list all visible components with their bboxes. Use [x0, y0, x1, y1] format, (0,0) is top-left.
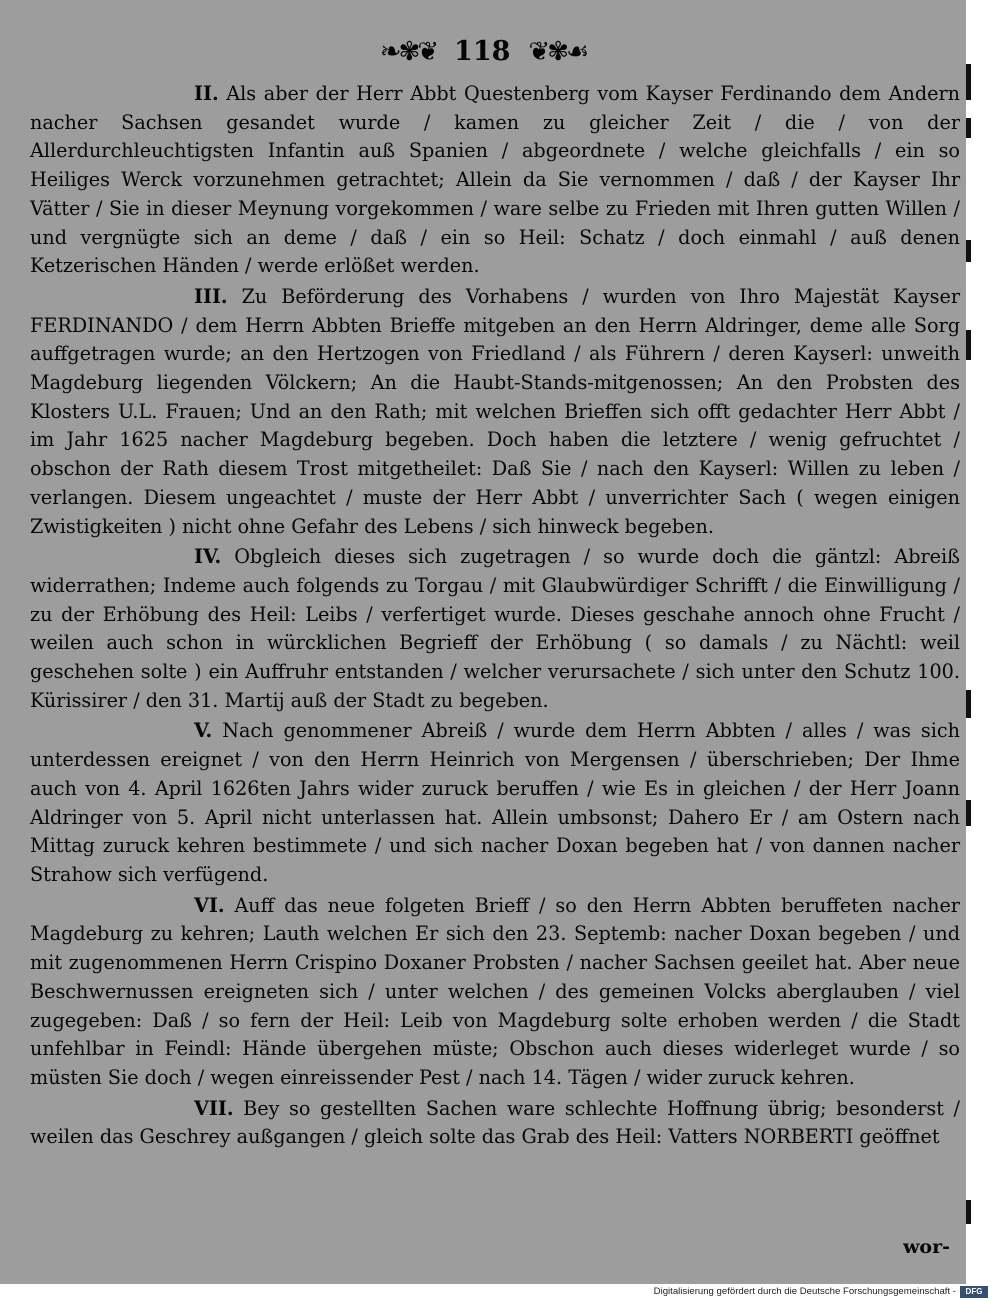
paragraph-numeral: IV. — [194, 545, 222, 569]
paragraph-text: Nach genommener Abreiß / wurde dem Herrn Abbten / alles / was sich unterdessen ereignet / von den Herrn Heinrich von Mergensen / überschrieben; Der Ihme auch von 4. April 1626ten Jahrs wider zuruck beruffen / wie Es in gleichen / der Herr Joann Aldringer von 5. April nicht unterlassen hat. Allein umbsonst; Dahero Er / am Ostern nach Mittag zuruck kehren bestimmete / und sich nacher Doxan begeben hat / von dannen nacher Strahow sich verfügend. — [30, 719, 960, 886]
paragraph-text: Obgleich dieses sich zugetragen / so wurde doch die gäntzl: Abreiß widerrathen; Indeme auch folgends zu Torgau / mit Glaubwürdiger Schrifft / die Einwilligung / zu der Erhöbung des Heil: Leibs / verfertiget wurde. Dieses geschahe annoch ohne Frucht / weilen auch schon in würcklichen Begrieff der Erhöbung ( so damals / zu Nächtl: weil geschehen solte ) ein Auffruhr entstanden / welcher verursachete / sich unter den Schutz 100. Kürissirer / den 31. Martij auß der Stadt zu begeben. — [30, 545, 960, 712]
paragraph-text: Zu Beförderung des Vorhabens / wurden von Ihro Majestät Kayser FERDINANDO / dem Herrn Abbten Brieffe mitgeben an den Herrn Aldringer, deme alle Sorg auffgetragen wurde; an den Hertzogen von Friedland / als Führern / deren Kayserl: unweith Magdeburg liegenden Völckern; An die Haubt-Stands-mitgenossen; An den Probsten des Klosters U.L. Frauen; Und an den Rath; mit welchen Brieffen sich offt gedachter Herr Abbt / im Jahr 1625 nacher Magdeburg begeben. Doch haben die letztere / wenig gefruchtet / obschon der Rath diesem Trost mitgetheilet: Daß Sie / nach den Kayserl: Willen zu leben / verlangen. Diesem ungeachtet / muste der Herr Abbt / unverrichter Sach ( wegen einigen Zwistigkeiten ) nicht ohne Gefahr des Lebens / sich hinweck begeben. — [30, 284, 960, 538]
body-text — [30, 80, 960, 1154]
paragraph-numeral: III. — [194, 284, 228, 308]
paragraph-v — [30, 717, 960, 889]
digitization-footer — [0, 1284, 1000, 1301]
page-header — [0, 36, 966, 72]
fleuron-right-icon: ❦✾☙ — [528, 36, 587, 67]
edge-ink-mark — [966, 118, 971, 138]
paragraph-iv — [30, 543, 960, 715]
paragraph-text: Bey so gestellten Sachen ware schlechte Hoffnung übrig; besonderst / weilen das Geschrey außgangen / gleich solte das Grab des Heil: Vatters NORBERTI geöffnet — [30, 1096, 960, 1149]
page-number: 118 — [454, 36, 511, 67]
page-edge — [966, 0, 1000, 1284]
fleuron-left-icon: ❧✾❦ — [379, 36, 437, 67]
paragraph-vii — [30, 1095, 960, 1152]
paragraph-iii — [30, 283, 960, 541]
paragraph-numeral: VI. — [194, 893, 225, 917]
edge-ink-mark — [966, 64, 971, 100]
paragraph-ii — [30, 80, 960, 281]
paragraph-numeral: VII. — [194, 1096, 234, 1120]
edge-ink-mark — [966, 800, 971, 826]
edge-ink-mark — [966, 240, 971, 262]
edge-ink-mark — [966, 330, 971, 360]
edge-ink-mark — [966, 690, 971, 718]
paragraph-vi — [30, 892, 960, 1093]
catchword: wor- — [903, 1236, 950, 1258]
paragraph-numeral: V. — [194, 719, 213, 743]
edge-ink-mark — [966, 1200, 971, 1224]
paragraph-numeral: II. — [194, 82, 219, 105]
paragraph-text: Als aber der Herr Abbt Questenberg vom Kayser Ferdinando dem Andern nacher Sachsen gesandet wurde / kamen zu gleicher Zeit / die / von der Allerdurchleuchtigsten Infantin auß Spanien / abgeordnete / welche gleichfalls / ein so Heiliges Werck vorzunehmen getrachtet; Allein da Sie vernommen / daß / der Kayser Ihr Vätter / Sie in dieser Meynung vorgekommen / ware selbe zu Frieden mit Ihren gutten Willen / und vergnügte sich an deme / daß / ein so Heil: Schatz / doch einmahl / auß denen Ketzerischen Händen / werde erlößet werden. — [30, 82, 960, 278]
paragraph-text: Auff das neue folgeten Brieff / so den Herrn Abbten beruffeten nacher Magdeburg zu kehren; Lauth welchen Er sich den 23. Septemb: nacher Doxan begeben / und mit zugenommenen Herrn Crispino Doxaner Probsten / nacher Sachsen geeilet hat. Aber neue Beschwernussen ereigneten sich / unter welchen / des gemeinen Volcks aberglauben / viel zugegeben: Daß / so fern der Heil: Leib von Magdeburg solte erhoben werden / die Stadt unfehlbar in Feindl: Hände übergehen müste; Obschon auch dieses widerleget wurde / so müsten Sie doch / wegen einreissender Pest / nach 14. Tägen / wider zuruck kehren. — [30, 893, 960, 1089]
footer-credit: Digitalisierung gefördert durch die Deutsche Forschungsgemeinschaft - — [653, 1286, 956, 1297]
dfg-logo: DFG — [960, 1286, 988, 1298]
